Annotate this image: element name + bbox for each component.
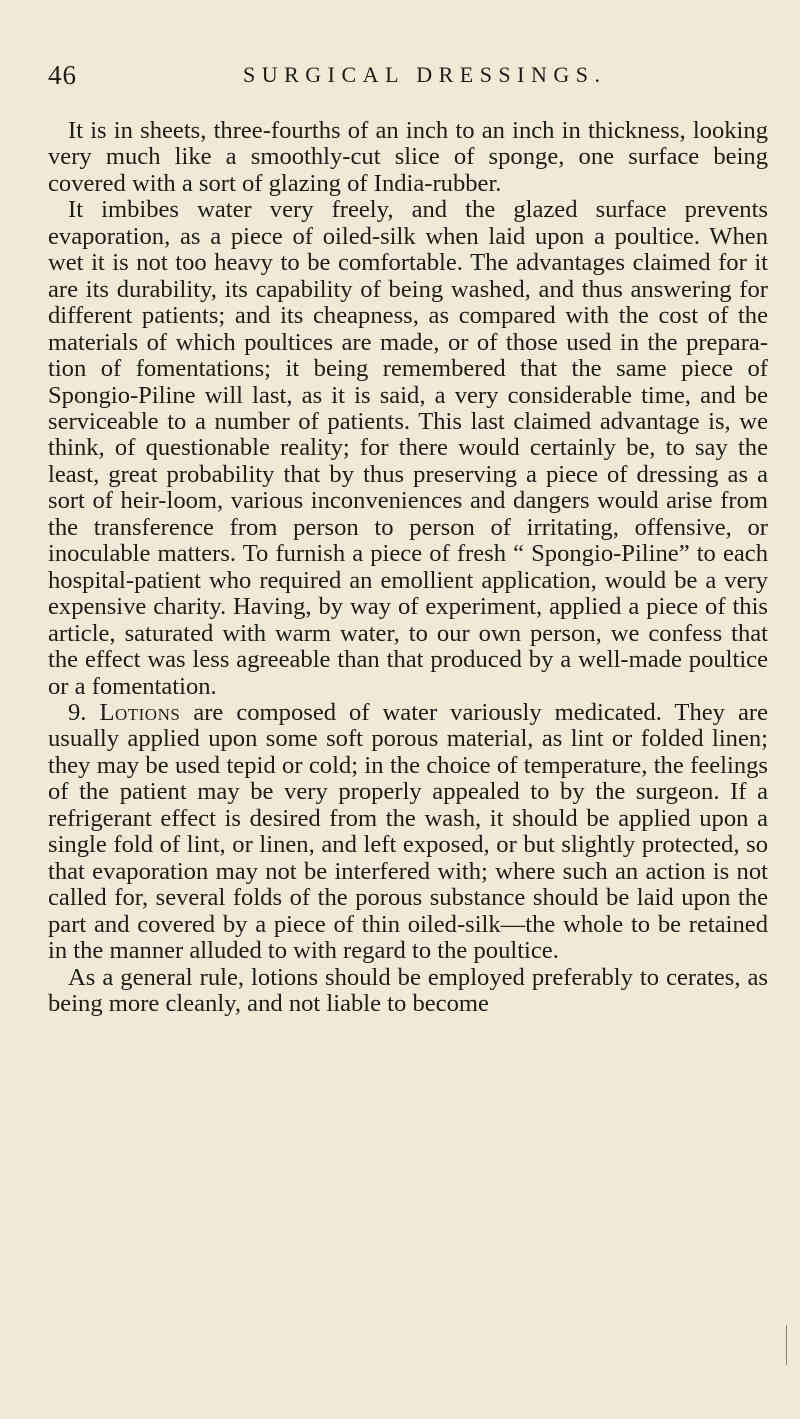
paragraph-text: It imbibes water very freely, and the glazed surface prevents evaporation, as a piece of oiled-silk when laid upon a poultice. When wet it is not too heavy to be comfortable. The advantages claimed for it are its durability, its capability of being washed, and thus answering for different patients; and its cheapness, as compared with the cost of the materials of which poultices are made, or of those used in the preparation of fomentations; it being remembered that the same piece of Spongio-Piline will last, as it is said, a very considerable time, and be serviceable to a number of patients. This last claimed advantage is, we think, of questionable reality; for there would certainly be, to say the least, great probability that by thus preserving a piece of dressing as a sort of heir-loom, various inconveniences and dangers would arise from the transference from person to person of irritating, offensive, or inoculable matters. To furnish a piece of fresh “ Spongio-Piline” to each hospital-patient who required an emollient application, would be a very expensive charity. Having, by way of experiment, applied a piece of this article, saturated with warm water, to our own person, we confess that the effect was less agreeable than that produced by a well-made poultice or a fomentation. — [48, 196, 768, 700]
running-title: SURGICAL DRESSINGS. — [243, 62, 607, 87]
margin-mark — [786, 1325, 787, 1365]
paragraph-general-rule — [48, 965, 768, 1018]
paragraph-text: are composed of water variously medicated. They are usually applied upon some soft porous material, as lint or folded linen; they may be used tepid or cold; in the choice of temperature, the feelings of the patient may be very properly appealed to by the surgeon. If a refrigerant effect is desired from the wash, it should be applied upon a single fold of lint, or linen, and left exposed, or but slightly protected, so that evaporation may not be interfered with; where such an action is not called for, several folds of the porous substance should be laid upon the part and covered by a piece of thin oiled-silk—the whole to be retained in the manner alluded to with regard to the poultice. — [48, 698, 768, 965]
body-text — [48, 118, 768, 1017]
paragraph-imbibes-water — [48, 197, 768, 700]
paragraph-lotions — [48, 700, 768, 965]
running-head — [48, 60, 768, 100]
paragraph-text: As a general rule, lotions should be employed preferably to cerates, as being more cleanly, and not liable to become — [48, 963, 768, 1017]
section-heading: Lotions — [99, 698, 181, 726]
page-number: 46 — [48, 60, 77, 90]
paragraph-sheets — [48, 118, 768, 197]
paragraph-text: It is in sheets, three-fourths of an inch to an inch in thickness, looking very much like a smoothly-cut slice of sponge, one surface being covered with a sort of glazing of India-rubber. — [48, 117, 768, 197]
section-number: 9. — [68, 698, 87, 726]
